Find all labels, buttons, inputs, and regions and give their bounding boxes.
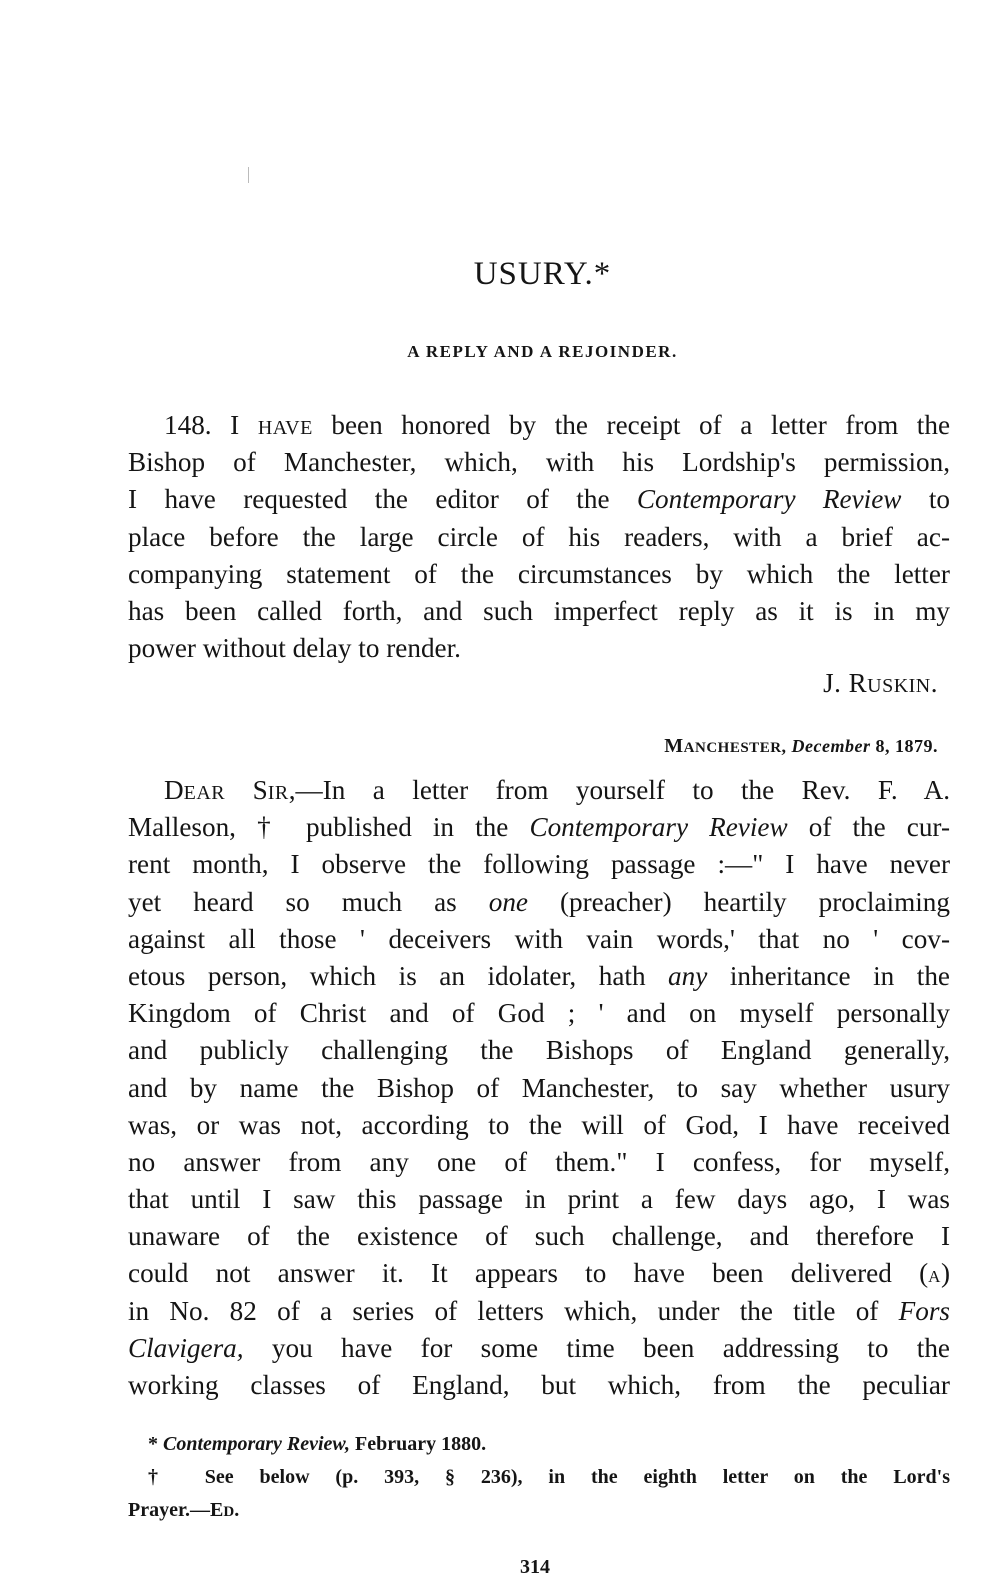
letter-text-15a: in No. 82 of a series of letters which, under the title of — [128, 1295, 899, 1326]
intro-paragraph — [128, 407, 950, 667]
letter-line-16 — [128, 1330, 950, 1367]
letter-line-2 — [128, 809, 950, 846]
footnote-1 — [128, 1428, 950, 1461]
page-title: USURY.* — [473, 256, 612, 292]
intro-pronoun: I — [230, 410, 240, 440]
intro-line-2: Bishop of Manchester, which, with his Lordship's permission, — [128, 447, 950, 478]
intro-line-1 — [128, 407, 950, 444]
letter-text-14b: ) — [940, 1258, 950, 1289]
intro-line-7: power without delay to render. — [128, 633, 461, 664]
letter-line-1 — [128, 772, 950, 809]
letter-line-8: and publicly challenging the Bishops of England generally, — [128, 1035, 950, 1066]
intro-line-4: place before the large circle of his readers, with a brief ac- — [128, 521, 950, 552]
letter-fors: Fors — [898, 1295, 950, 1326]
letter-emphasis-one: one — [488, 886, 528, 917]
dateline-month: December — [791, 736, 871, 756]
dateline-comma: , — [781, 736, 787, 756]
footnote-2-end: . — [234, 1499, 240, 1521]
margin-mark — [248, 167, 249, 183]
letter-text-4a: yet heard so much as — [128, 886, 489, 917]
footnote-star: * — [148, 1433, 158, 1455]
signature-initial: J. R — [823, 668, 868, 698]
letter-ref-a: A — [928, 1267, 941, 1287]
paragraph-number: 148. — [164, 410, 212, 440]
letter-emphasis-any: any — [668, 960, 708, 991]
letter-line-15 — [128, 1293, 950, 1330]
letter-line-3: rent month, I observe the following passage :—" I have never — [128, 849, 950, 880]
dateline — [664, 735, 938, 758]
letter-line-9: and by name the Bishop of Manchester, to say whether usury — [128, 1072, 950, 1103]
letter-line-14 — [128, 1255, 950, 1292]
letter-line-6 — [128, 958, 950, 995]
letter-text-1: ,—In a letter from yourself to the Rev. F. A. — [288, 775, 951, 805]
page-subtitle: A REPLY AND A REJOINDER. — [407, 342, 678, 361]
letter-text-6b: inheritance in the — [707, 960, 950, 991]
footnote-journal: Contemporary Review, — [163, 1433, 351, 1455]
footnote-2-ed: D — [223, 1504, 235, 1520]
footnotes — [128, 1428, 950, 1529]
footnote-2-text: Prayer.—E — [128, 1499, 224, 1521]
intro-text-1: been honored by the receipt of a letter from the — [312, 410, 951, 440]
letter-line-7: Kingdom of Christ and of God ; ' and on myself personally — [128, 998, 950, 1029]
intro-journal-title: Contemporary Review — [636, 484, 902, 515]
letter-line-5: against all those ' deceivers with vain words,' that no ' cov- — [128, 923, 950, 954]
letter-text-2b: of the cur- — [787, 812, 950, 843]
salutation-ear: EAR — [183, 782, 226, 804]
letter-line-10: was, or was not, according to the will of God, I have received — [128, 1109, 950, 1140]
salutation-d: D — [164, 775, 184, 805]
footnote-2-line-1: † See below (p. 393, § 236), in the eighth letter on the Lord's — [148, 1466, 950, 1488]
letter-paragraph — [128, 772, 950, 1404]
letter-text-2a: Malleson, † published in the — [128, 812, 530, 843]
letter-journal-title: Contemporary Review — [529, 812, 788, 843]
salutation-ir: IR — [267, 782, 289, 804]
intro-text-3b: to — [901, 484, 950, 515]
signature-end: . — [930, 668, 938, 698]
signature — [823, 668, 938, 699]
letter-text-6a: etous person, which is an idolater, hath — [128, 960, 669, 991]
intro-text-3: I have requested the editor of the — [128, 484, 637, 515]
intro-line-5: companying statement of the circumstances by which the letter — [128, 558, 950, 589]
letter-line-17: working classes of England, but which, from the peculiar — [128, 1370, 950, 1400]
letter-line-4 — [128, 884, 950, 921]
page-number: 314 — [520, 1556, 550, 1578]
footnote-1-text: February 1880. — [350, 1433, 487, 1455]
intro-line-6: has been called forth, and such imperfect reply as it is in my — [128, 595, 950, 626]
letter-line-12: that until I saw this passage in print a few days ago, I was — [128, 1184, 950, 1215]
intro-smallcaps: HAVE — [257, 417, 313, 439]
dateline-place-initial: M — [664, 735, 684, 757]
footnote-2-line-2 — [128, 1494, 950, 1529]
dateline-place: ANCHESTER — [683, 740, 782, 756]
letter-clavigera: Clavigera, — [128, 1332, 244, 1363]
dateline-date: 8, 1879. — [870, 736, 938, 756]
letter-text-14a: could not answer it. It appears to have been delivered ( — [128, 1258, 929, 1289]
letter-line-11: no answer from any one of them." I confess, for myself, — [128, 1146, 950, 1177]
salutation-s: S — [252, 775, 268, 805]
signature-rest: USKIN — [867, 675, 931, 697]
letter-text-16b: you have for some time been addressing to the — [243, 1332, 950, 1363]
letter-line-13: unaware of the existence of such challenge, and therefore I — [128, 1221, 950, 1252]
letter-text-4b: (preacher) heartily proclaiming — [527, 886, 950, 917]
intro-line-3 — [128, 481, 950, 518]
